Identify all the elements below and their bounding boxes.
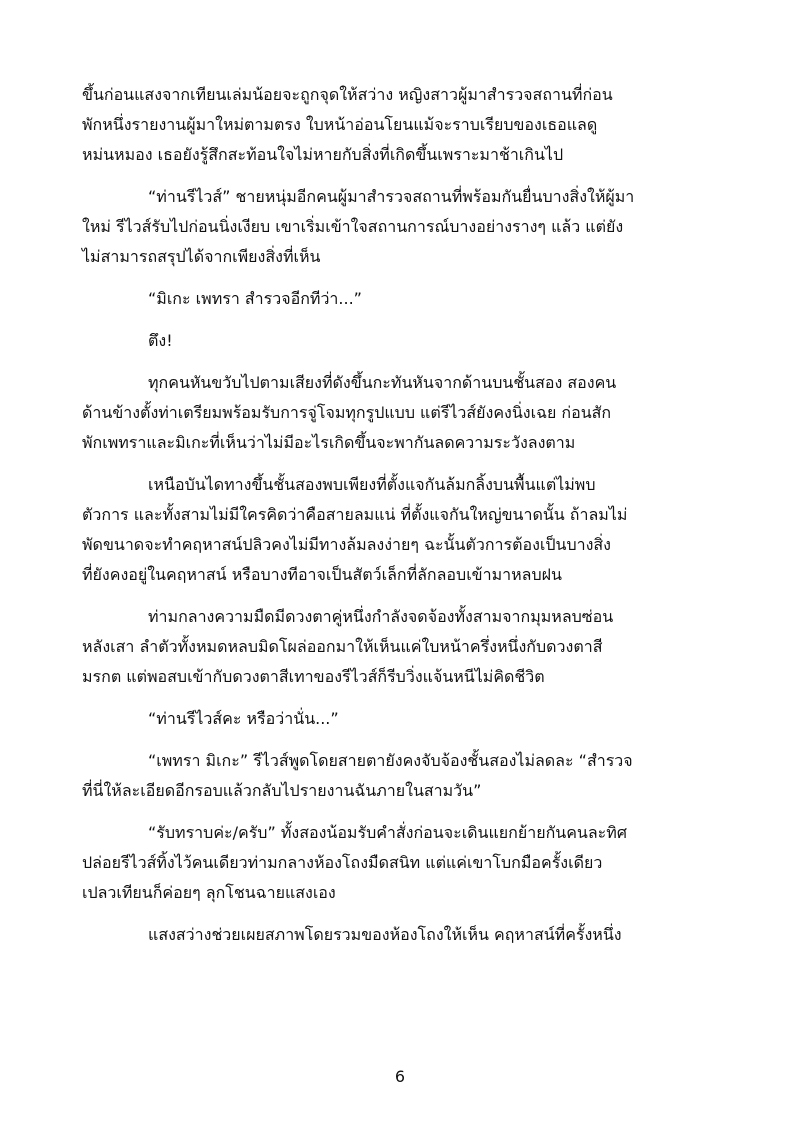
paragraph <box>82 80 672 170</box>
text-line: พักหนึ่งรายงานผู้มาใหม่ตามตรง ใบหน้าอ่อนโยนแม้จะราบเรียบของเธอแลดู <box>82 115 598 134</box>
text-line: ตึง! <box>148 331 173 350</box>
text-line: แสงสว่างช่วยเผยสภาพโดยรวมของห้องโถงให้เห็น คฤหาสน์ที่ครั้งหนึ่ง <box>148 925 622 944</box>
text-line: “มิเกะ เพทรา สำรวจอีกทีว่า...” <box>148 289 362 308</box>
text-line: มรกต แต่พอสบเข้ากับดวงตาสีเทาของรีไวส์ก็รีบวิ่งแจ้นหนีไม่คิดชีวิต <box>82 667 545 686</box>
text-line: ใหม่ รีไวส์รับไปก่อนนิ่งเงียบ เขาเริ่มเข้าใจสถานการณ์บางอย่างรางๆ แล้ว แต่ยัง <box>82 217 624 236</box>
text-line: เปลวเทียนก็ค่อยๆ ลุกโชนฉายแสงเอง <box>82 883 336 902</box>
paragraph <box>82 818 672 908</box>
paragraph <box>82 284 672 314</box>
text-line: ปล่อยรีไวส์ทิ้งไว้คนเดียวท่ามกลางห้องโถงมืดสนิท แต่แค่เขาโบกมือครั้งเดียว <box>82 853 603 872</box>
page-number: 6 <box>394 1067 406 1086</box>
text-line: ท่ามกลางความมืดมีดวงตาคู่หนึ่งกำลังจดจ้องทั้งสามจากมุมหลบซ่อน <box>148 607 614 626</box>
paragraph <box>82 470 672 590</box>
text-line: ด้านข้างตั้งท่าเตรียมพร้อมรับการจู่โจมทุกรูปแบบ แต่รีไวส์ยังคงนิ่งเฉย ก่อนสัก <box>82 403 612 422</box>
text-line: หลังเสา ลำตัวทั้งหมดหลบมิดโผล่ออกมาให้เห็นแค่ใบหน้าครึ่งหนึ่งกับดวงตาสี <box>82 637 603 656</box>
paragraph <box>82 602 672 692</box>
text-line: พัดขนาดจะทำคฤหาสน์ปลิวคงไม่มีทางล้มลงง่ายๆ ฉะนั้นตัวการต้องเป็นบางสิ่ง <box>82 535 611 554</box>
text-line: เหนือบันไดทางขึ้นชั้นสองพบเพียงที่ตั้งแจกันล้มกลิ้งบนพื้นแต่ไม่พบ <box>148 475 596 494</box>
text-line: “รับทราบค่ะ/ครับ” ทั้งสองน้อมรับคำสั่งก่อนจะเดินแยกย้ายกันคนละทิศ <box>148 823 627 842</box>
text-line: ที่นี่ให้ละเอียดอีกรอบแล้วกลับไปรายงานฉันภายในสามวัน” <box>82 781 482 800</box>
text-line: “ท่านรีไวส์” ชายหนุ่มอีกคนผู้มาสำรวจสถานที่พร้อมกันยื่นบางสิ่งให้ผู้มา <box>148 187 635 206</box>
paragraph <box>82 326 672 356</box>
text-line: พักเพทราและมิเกะที่เห็นว่าไม่มีอะไรเกิดขึ้นจะพากันลดความระวังลงตาม <box>82 433 576 452</box>
text-line: ทุกคนหันขวับไปตามเสียงที่ดังขึ้นกะทันหันจากด้านบนชั้นสอง สองคน <box>148 373 617 392</box>
text-line: “เพทรา มิเกะ” รีไวส์พูดโดยสายตายังคงจับจ้องชั้นสองไม่ลดละ “สำรวจ <box>148 751 633 770</box>
text-line: หม่นหมอง เธอยังรู้สึกสะท้อนใจไม่หายกับสิ่งที่เกิดขึ้นเพราะมาช้าเกินไป <box>82 145 564 164</box>
paragraph <box>82 368 672 458</box>
paragraph <box>82 920 672 950</box>
body-text <box>82 80 672 962</box>
paragraph <box>82 182 672 272</box>
text-line: ตัวการ และทั้งสามไม่มีใครคิดว่าคือสายลมแน่ ที่ตั้งแจกันใหญ่ขนาดนั้น ถ้าลมไม่ <box>82 505 628 524</box>
paragraph <box>82 746 672 806</box>
text-line: “ท่านรีไวส์คะ หรือว่านั่น...” <box>148 709 339 728</box>
text-line: ที่ยังคงอยู่ในคฤหาสน์ หรือบางทีอาจเป็นสัตว์เล็กที่ลักลอบเข้ามาหลบฝน <box>82 565 562 584</box>
text-line: ไม่สามารถสรุปได้จากเพียงสิ่งที่เห็น <box>82 247 321 266</box>
paragraph <box>82 704 672 734</box>
text-line: ขึ้นก่อนแสงจากเทียนเล่มน้อยจะถูกจุดให้สว่าง หญิงสาวผู้มาสำรวจสถานที่ก่อน <box>82 85 613 104</box>
